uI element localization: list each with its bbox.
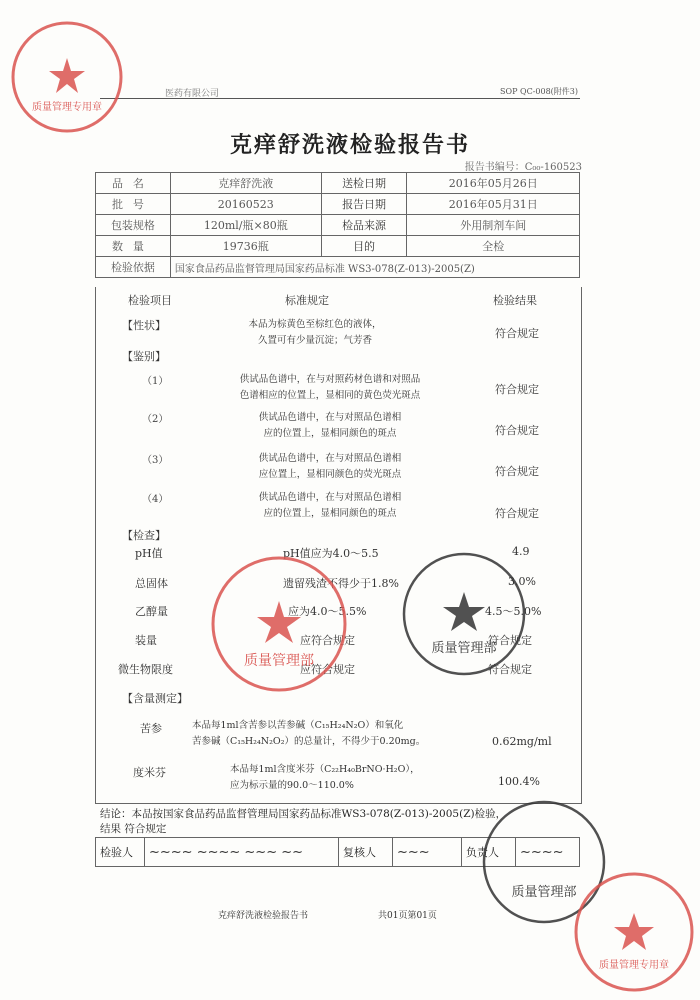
check-result: 4.5～5.0% [485,605,542,618]
identification-standard [225,490,435,522]
responsible-label: 负责人 [462,838,516,867]
character-standard [215,317,415,349]
section-character: 【性状】 [122,319,166,332]
column-header-item: 检验项目 [128,294,172,307]
seal-text: 质量管理专用章 [599,960,669,971]
check-name: pH值 [135,547,163,560]
character-std-line1: 本品为棕黄色至棕红色的液体， [248,319,382,330]
check-standard: 应符合规定 [300,634,355,647]
identification-standard [225,451,435,483]
reviewer-label: 复核人 [339,838,393,867]
source-label: 检品来源 [321,215,407,236]
character-std-line2: 久置可有少量沉淀；气芳香 [257,335,372,346]
header-divider [100,98,580,99]
header-doc-code: SOP QC-008(附件3) [500,87,578,96]
check-result: 符合规定 [488,663,532,676]
product-label: 品名 [96,173,171,194]
seal-text: 质量管理部 [511,885,577,900]
inspector-label: 检验人 [96,838,145,867]
seal-stamp [8,18,126,136]
identification-result: 符合规定 [495,424,539,437]
check-standard: 应符合规定 [300,663,355,676]
footer-doc-name: 克痒舒洗液检验报告书 [218,911,309,921]
report-number: 报告书编号：C₀₀-160523 [464,162,582,173]
seal-text: 质量管理部 [431,641,497,656]
identification-result: 符合规定 [495,465,539,478]
identification-std-line1: 供试品色谱中，在与对照药材色谱和对照品 [239,374,421,385]
info-table [95,172,580,278]
check-standard: 应为4.0～5.5% [288,605,367,618]
identification-std-line2: 应的位置上，显相同颜色的斑点 [263,428,397,439]
check-result: 3.0% [508,575,536,588]
identification-result: 符合规定 [495,383,539,396]
column-header-standard: 标准规定 [285,294,329,307]
report-title: 克痒舒洗液检验报告书 [229,132,470,158]
identification-std-line1: 供试品色谱中，在与对照品色谱相 [258,412,402,423]
inspect-date-label: 送检日期 [321,173,407,194]
identification-std-line1: 供试品色谱中，在与对照品色谱相 [258,453,402,464]
check-name: 乙醇量 [135,605,168,618]
batch-label: 批号 [96,194,171,215]
identification-standard [225,410,435,442]
assay-result: 0.62mg/ml [492,735,552,748]
basis-label: 检验依据 [96,257,171,278]
star-icon [257,601,301,643]
check-name: 装量 [135,634,157,647]
spec-label: 包装规格 [96,215,171,236]
report-date-value: 2016年05月31日 [407,194,580,215]
check-standard: pH值应为4.0～5.5 [283,547,379,560]
section-identification: 【鉴别】 [122,350,166,363]
assay-standard [192,718,482,750]
identification-no: （3） [142,455,169,466]
batch-value: 20160523 [170,194,321,215]
handwritten-signature: ~~~ [397,844,430,860]
purpose-value: 全检 [407,236,580,257]
conclusion-line2: 结果 符合规定 [100,823,167,835]
seal-text: 质量管理专用章 [32,102,102,113]
star-icon [614,913,654,950]
section-assay: 【含量测定】 [122,692,188,705]
check-name: 总固体 [135,577,168,590]
assay-std-line1: 本品每1ml含度米芬（C₂₂H₄₀BrNO·H₂O）， [230,764,420,775]
report-date-label: 报告日期 [321,194,407,215]
star-icon [49,58,85,93]
handwritten-signature: ~~~~ [520,844,564,860]
inspector-signatures [145,838,339,867]
basis-value: 国家食品药品监督管理局国家药品标准 WS3-078(Z-013)-2005(Z) [170,257,579,278]
seal-stamp [208,553,350,695]
section-check: 【检查】 [122,529,166,542]
footer-page: 共01页第01页 [378,911,437,921]
qty-value: 19736瓶 [170,236,321,257]
identification-no: （2） [142,414,169,425]
purpose-label: 目的 [321,236,407,257]
column-header-result: 检验结果 [493,294,537,307]
conclusion-line1: 结论：本品按国家食品药品监督管理局国家药品标准WS3-078(Z-013)-2005(Z)检验， [100,808,507,820]
check-name: 微生物限度 [118,663,173,676]
assay-name: 度米芬 [133,766,166,779]
assay-result: 100.4% [498,775,540,788]
spec-value: 120ml/瓶×80瓶 [170,215,321,236]
identification-no: （1） [142,376,169,387]
source-value: 外用制剂车间 [407,215,580,236]
assay-standard [230,762,470,794]
check-result: 符合规定 [488,634,532,647]
assay-std-line1: 本品每1ml含苦参以苦参碱（C₁₅H₂₄N₂O）和氧化 [192,720,404,731]
assay-name: 苦参 [140,722,162,735]
qty-label: 数量 [96,236,171,257]
assay-std-line2: 应为标示量的90.0～110.0% [230,780,354,791]
check-standard: 遗留残渣不得少于1.8% [283,577,399,590]
inspect-date-value: 2016年05月26日 [407,173,580,194]
identification-std-line2: 色谱相应的位置上，显相同的黄色荧光斑点 [239,390,421,401]
star-icon [443,592,485,631]
assay-std-line2: 苦参碱（C₁₅H₂₄N₂O₂）的总量计，不得少于0.20mg。 [192,736,426,747]
identification-result: 符合规定 [495,507,539,520]
handwritten-signature: ~~~~ ~~~~ ~~~ ~~ [149,844,304,860]
identification-no: （4） [142,494,169,505]
identification-std-line2: 应位置上，显相同颜色的荧光斑点 [258,469,402,480]
identification-std-line1: 供试品色谱中，在与对照品色谱相 [258,492,402,503]
product-value: 克痒舒洗液 [170,173,321,194]
reviewer-signature [393,838,462,867]
check-result: 4.9 [512,545,530,558]
character-result: 符合规定 [495,327,539,340]
seal-stamp [398,548,530,680]
identification-std-line2: 应的位置上，显相同颜色的斑点 [263,508,397,519]
identification-standard [205,372,455,404]
header-company: 医药有限公司 [165,89,220,99]
seal-stamp [570,868,698,996]
seal-text: 质量管理部 [244,653,314,669]
